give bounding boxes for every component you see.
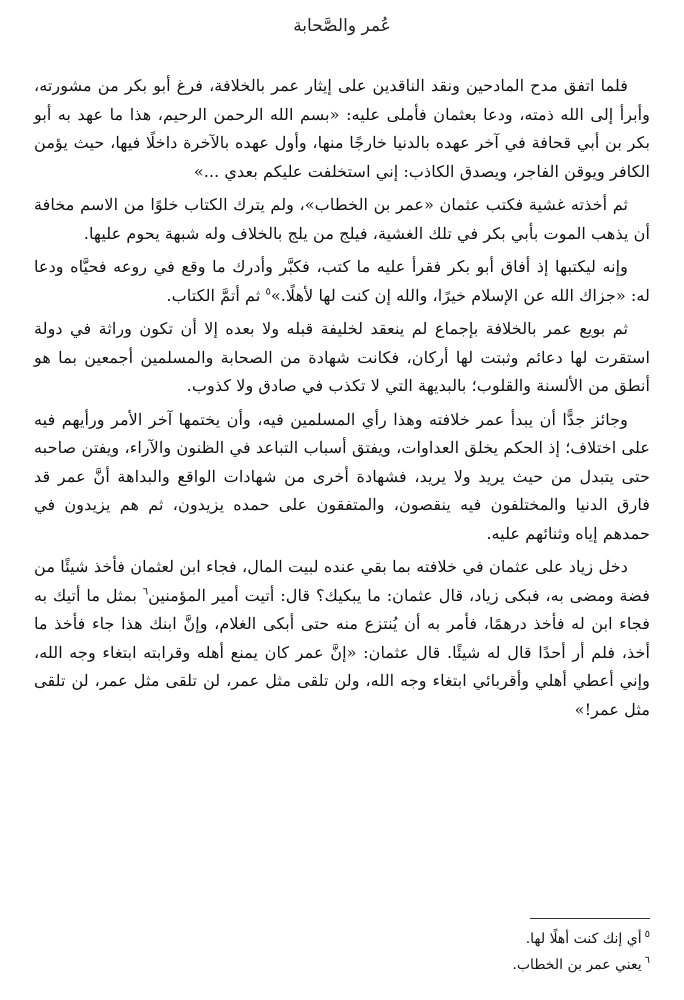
footnote-text: أي إنك كنت أهلًا لها. [525, 931, 642, 947]
paragraph-text: ثم أتمَّ الكتاب. [166, 285, 266, 305]
footnote-reference: ٦ [142, 586, 149, 598]
running-title: عُمر والصَّحابة [293, 16, 391, 36]
body-text [34, 72, 650, 729]
paragraph: ثم بويع عمر بالخلافة بإجماع لم ينعقد لخليفة قبله ولا بعده إلا أن تكون وراثة في دولة استقرت لها دعائم وثبتت لها أركان، فكانت شهادة من الصحابة والمسلمين أجمعين بما هو أنطق من الألسنة والقلوب؛ بالبديهة التي لا تكذب في صادق ولا كذوب. [34, 319, 650, 395]
footnote [34, 926, 650, 952]
paragraph [34, 553, 650, 724]
footnote-text: يعني عمر بن الخطاب. [512, 957, 642, 973]
paragraph [34, 253, 650, 310]
footnote-divider [530, 918, 650, 919]
footnotes [34, 926, 650, 978]
paragraph-text: دخل زياد على عثمان في خلافته بما بقي عنده لبيت المال، فجاء ابن لعثمان فأخذ شيئًا من فضة ومضى به، فبكى زياد، قال عثمان: ما يبكيك؟ قال: أتيت أمير المؤمنين [34, 557, 650, 605]
paragraph: ثم أخذته غشية فكتب عثمان «عمر بن الخطاب»، ولم يترك الكتاب خلوًا من الاسم مخافة أن يذهب الموت بأبي بكر في تلك الغشية، فيلج من يلج بالخلاف وله شبهة يحوم عليها. [34, 195, 650, 243]
paragraph: فلما اتفق مدح المادحين ونقد الناقدين على إيثار عمر بالخلافة، فرغ أبو بكر من مشورته، وأبرأ إلى الله ذمته، ودعا بعثمان فأملى عليه: «بسم الله الرحمن الرحيم، هذا ما عهد به أبو بكر بن أبي قحافة في آخر عهده بالدنيا خارجًا منها، وأول عهده بالآخرة داخلًا فيها، حيث يؤمن الكافر ويوقن الفاجر، ويصدق الكاذب: إني استخلفت عليكم بعدي ...» [34, 76, 650, 181]
footnote [34, 952, 650, 978]
footnote-reference: ٥ [265, 286, 271, 298]
paragraph: وجائز جدًّا أن يبدأ عمر خلافته وهذا رأي المسلمين فيه، وأن يختمها آخر الأمر ورأيهم فيه على اختلاف؛ إذ الحكم يخلق العداوات، ويفتق أسباب التباعد في الظنون والآراء، ويفتن صاحبه حتى يتبدل من حيث يريد ولا يريد، فشهادة أخرى من شهادات الواقع والبداهة أنَّ عمر قد فارق الدنيا والمختلفون فيه ينقصون، والمتفقون على حمده يزيدون، ثم هم يزيدون في حمدهم إياه وثنائهم عليه. [34, 409, 650, 543]
paragraph-text: وإنه ليكتبها إذ أفاق أبو بكر فقرأ عليه ما كتب، فكبَّر وأدرك ما وقع في روعه فحيَّاه ودعا له: «جزاك الله عن الإسلام خيرًا، والله إن كنت لها لأهلًا.» [34, 257, 650, 305]
footnote-number: ٦ [644, 955, 650, 967]
footnote-number: ٥ [644, 929, 650, 941]
paragraph-text: بمثل ما أتيك به فجاء ابن له فأخذ درهمًا، فأمر به أن يُنتزع منه حتى أبكى الغلام، وإنَّ ابنك هذا جاء فأخذ ما أخذ، فلم أر أحدًا قال له شيئًا. قال عثمان: «إنَّ عمر كان يمنع أهله وقرابته ابتغاء وجه الله، وإني أعطي أهلي وأقربائي ابتغاء وجه الله، ولن تلقى مثل عمر، لن تلقى مثل عمر، لن تلقى مثل عمر!» [34, 585, 650, 719]
